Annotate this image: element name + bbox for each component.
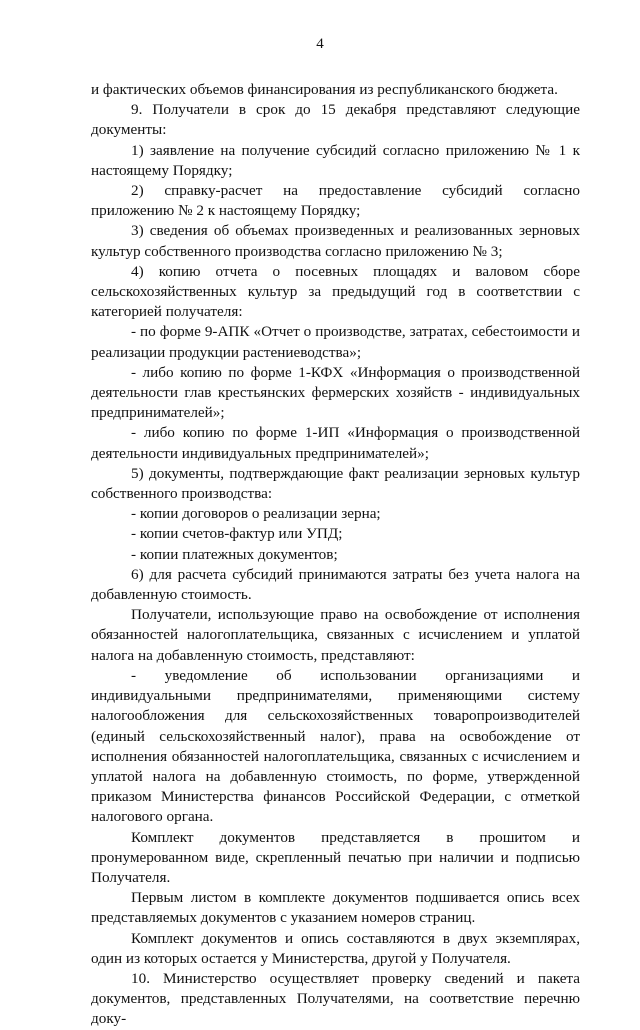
paragraph: - копии счетов-фактур или УПД; xyxy=(131,525,343,543)
paragraph: - копии платежных документов; xyxy=(131,545,338,563)
page-number: 4 xyxy=(316,36,324,52)
document-body xyxy=(91,80,580,1030)
paragraph: 4) копию отчета о посевных площадях и валовом сборе сельскохозяйственных культур за предыдущий год в соответствии с категорией получателя: xyxy=(91,262,580,321)
paragraph: 10. Министерство осуществляет проверку сведений и пакета документов, представленных Получателями, на соответствие перечню доку- xyxy=(91,969,580,1028)
paragraph: - копии договоров о реализации зерна; xyxy=(131,505,381,523)
paragraph: 9. Получатели в срок до 15 декабря представляют следующие документы: xyxy=(91,101,580,139)
paragraph: и фактических объемов финансирования из республиканского бюджета. xyxy=(91,81,558,98)
paragraph: Получатели, использующие право на освобождение от исполнения обязанностей налогоплательщика, связанных с исчислением и уплатой налога на добавленную стоимость, представляют: xyxy=(91,606,580,664)
paragraph: Комплект документов представляется в прошитом и пронумерованном виде, скрепленный печатью при наличии и подписью Получателя. xyxy=(91,828,580,886)
paragraph: - либо копию по форме 1-КФХ «Информация о производственной деятельности глав крестьянских фермерских хозяйств - индивидуальных предпринимателей»; xyxy=(91,363,580,422)
paragraph: 1) заявление на получение субсидий согласно приложению № 1 к настоящему Порядку; xyxy=(91,141,580,179)
paragraph: Комплект документов и опись составляются в двух экземплярах, один из которых остается у Министерства, другой у Получателя. xyxy=(91,929,580,967)
paragraph: - либо копию по форме 1-ИП «Информация о производственной деятельности индивидуальных предпринимателей»; xyxy=(91,424,580,462)
paragraph: 3) сведения об объемах произведенных и реализованных зерновых культур собственного производства согласно приложению № 3; xyxy=(91,222,580,260)
paragraph: 5) документы, подтверждающие факт реализации зерновых культур собственного производства: xyxy=(91,464,580,503)
paragraph: 6) для расчета субсидий принимаются затраты без учета налога на добавленную стоимость. xyxy=(91,565,580,604)
paragraph: Первым листом в комплекте документов подшивается опись всех представляемых документов с указанием номеров страниц. xyxy=(91,889,580,927)
paragraph: 2) справку-расчет на предоставление субсидий согласно приложению № 2 к настоящему Порядку; xyxy=(91,182,580,220)
paragraph: - по форме 9-АПК «Отчет о производстве, затратах, себестоимости и реализации продукции растениеводства»; xyxy=(91,323,580,361)
paragraph: - уведомление об использовании организациями и индивидуальными предпринимателями, применяющими систему налогообложения для сельскохозяйственных товаропроизводителей (единый сельскохозяйственный налог), права на освобождение от исполнения обязанностей налогоплательщика, связанных с исчислением и уплатой налога на добавленную стоимость, по форме, утвержденной приказом Министерства финансов Российской Федерации, с отметкой налогового органа. xyxy=(91,666,580,826)
